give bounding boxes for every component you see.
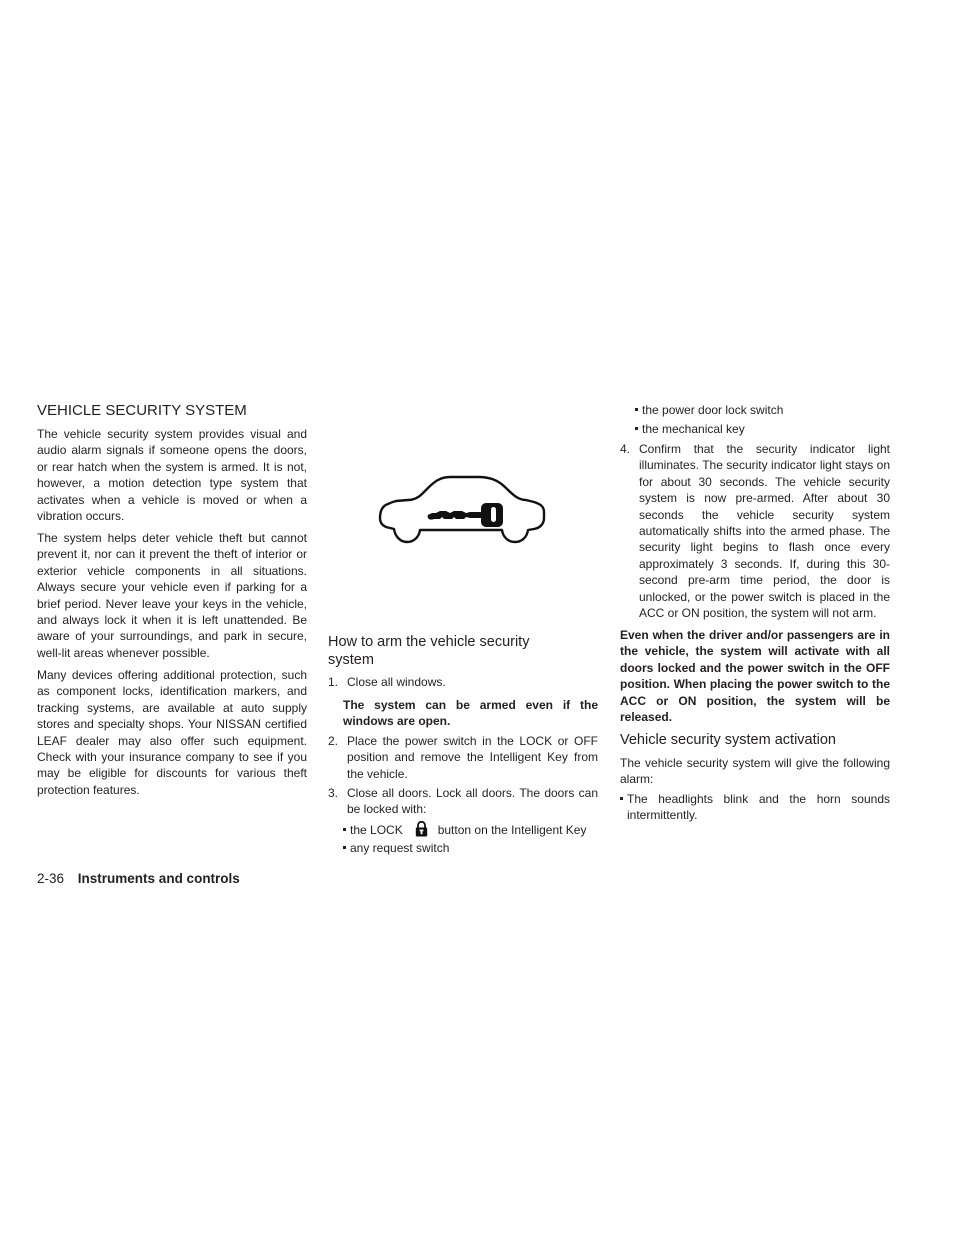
bullet-text: the power door lock switch — [642, 403, 784, 417]
paragraph-devices: Many devices offering additional protection, such as component locks, identification markers, and tracking systems, are available at auto supply stores and specialty shops. Your NISSAN certified LEAF dealer may also offer such equipment. Check with your insurance company to see if you may be eligible for discounts for various theft protection features. — [37, 668, 307, 797]
bullet-dot — [343, 828, 346, 831]
step-number: 1. — [328, 675, 339, 689]
paragraph-deter: The system helps deter vehicle theft but cannot prevent it, nor can it prevent the theft of interior or exterior vehicle components in all situations. Always secure your vehicle even if parking for a brief period. Never leave your keys in the vehicle, and always lock it when it is left unattended. Be aware of your surroundings, and park in secure, well-lit areas whenever possible. — [37, 531, 307, 660]
activation-heading: Vehicle security system activation — [620, 732, 836, 748]
bullet-text: any request switch — [350, 841, 450, 855]
page-number: 2-36 — [37, 871, 65, 886]
bullet-dot-wrap — [620, 791, 623, 807]
bullet-text: The headlights blink and the horn sounds intermittently. — [627, 792, 890, 823]
step-text: Close all doors. Lock all doors. The doors can be locked with: — [347, 786, 598, 817]
padlock-icon — [415, 821, 428, 837]
step-number: 2. — [328, 734, 339, 748]
step-number: 4. — [620, 442, 631, 456]
bullet-dot — [343, 846, 346, 849]
lock-method-lock-button — [343, 821, 603, 838]
step-3 — [328, 785, 598, 818]
paragraph-intro: The vehicle security system provides visual and audio alarm signals if someone opens the doors, or rear hatch when the system is armed. It is not, however, a motion detection type system that activates when a vehicle is moved or when a vibration occurs. — [37, 427, 307, 524]
step-number: 3. — [328, 786, 339, 800]
warning-note: Even when the driver and/or passengers are in the vehicle, the system will activate with all doors locked and the power switch in the OFF position. When placing the power switch to the ACC or ON position, the system will be released. — [620, 628, 890, 725]
step-1-note: The system can be armed even if the windows are open. — [343, 698, 598, 729]
lock-method-mechanical-key — [635, 421, 745, 437]
step-text: Place the power switch in the LOCK or OFF position and remove the Intelligent Key from the vehicle. — [347, 734, 598, 781]
lock-method-request-switch — [343, 840, 449, 856]
lock-button-prefix: the LOCK — [350, 823, 403, 837]
lock-method-power-door-switch — [635, 402, 783, 418]
step-2 — [328, 733, 598, 782]
activation-intro: The vehicle security system will give the following alarm: — [620, 756, 890, 787]
section-heading: VEHICLE SECURITY SYSTEM — [37, 402, 247, 419]
page-footer — [37, 870, 240, 888]
lock-button-suffix: button on the Intelligent Key — [437, 823, 587, 837]
step-4 — [620, 441, 890, 621]
step-1 — [328, 674, 598, 690]
activation-bullet — [620, 791, 890, 824]
bullet-dot — [635, 427, 638, 430]
section-title: Instruments and controls — [77, 871, 240, 886]
arm-heading: How to arm the vehicle security system — [328, 634, 530, 668]
step-text: Confirm that the security indicator light illuminates. The security indicator light stays on for about 30 seconds. The vehicle security system is now pre-armed. After about 30 seconds the vehicle security system automatically shifts into the armed phase. The security light begins to flash once every approximately 3 seconds. If, during this 30-second pre-arm time period, the door is unlocked, or the power switch is placed in the ACC or ON position, the system will not arm. — [639, 442, 890, 621]
bullet-dot — [635, 408, 638, 411]
step-text: Close all windows. — [347, 675, 446, 689]
bullet-dot — [620, 797, 623, 800]
bullet-text: the mechanical key — [642, 422, 745, 436]
car-with-key-icon — [378, 474, 546, 550]
